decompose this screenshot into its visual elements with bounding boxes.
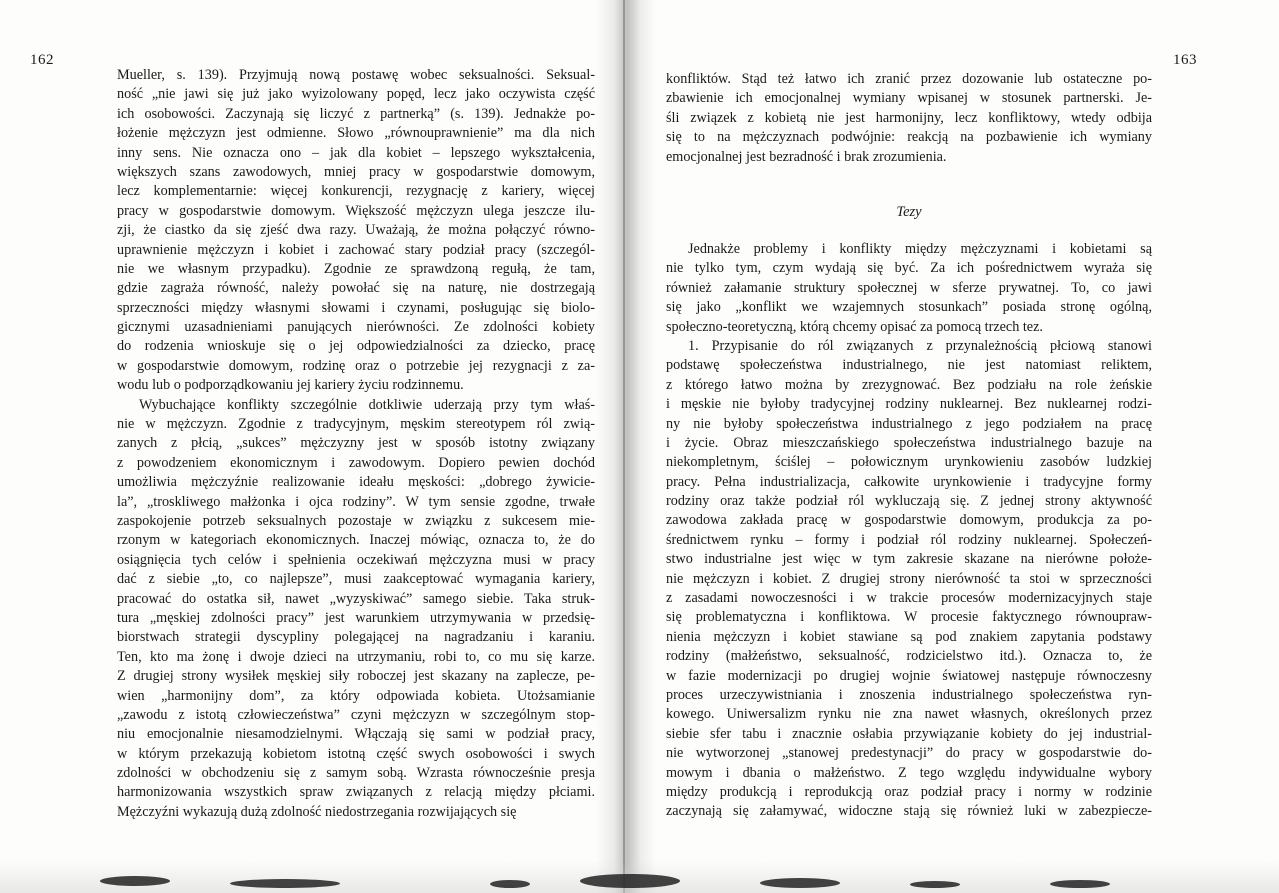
- text-line: również załamanie struktury społecznej w sferze prywatnej. To, co jawi: [666, 279, 1152, 296]
- text-line: wodu lub o podporządkowaniu jej kariery życiu rodzinnemu.: [117, 377, 464, 394]
- page-number-left: 162: [30, 52, 54, 68]
- text-line: zdolności w obchodzeniu się z samym sobą. Wzrasta równocześnie presja: [117, 765, 595, 782]
- text-line: dać z siebie „to, co najlepsze”, musi zaakceptować wymagania kariery,: [117, 571, 595, 588]
- text-line: lecz komplementarnie: więcej konkurencji, rezygnację z kariery, więcej: [117, 183, 595, 200]
- text-line: rodziny oraz także podział ról wykluczają się. Z jednej strony aktywność: [666, 493, 1152, 510]
- book-gutter: [596, 0, 656, 893]
- text-line: stwo industrialne jest więc w tym zakresie skazane na nierówne położe-: [666, 551, 1152, 568]
- text-line: proces urzeczywistniania i znoszenia industrialnego społeczeństwa ryn-: [666, 686, 1152, 703]
- right-page-text-bottom: [666, 240, 1152, 822]
- text-line: i życie. Obraz mieszczańskiego społeczeństwa industrialnego bazuje na: [666, 434, 1152, 451]
- text-line: łożenie mężczyzn jest odmienne. Słowo „równouprawnienie” ma dla nich: [117, 125, 595, 142]
- text-line: emocjonalnej jest bezradność i brak zrozumienia.: [666, 148, 947, 165]
- text-line: gdzie zagraża równość, należy powołać się na naturę, nie dostrzegają: [117, 280, 595, 297]
- text-line: podstawę społeczeństwa industrialnego, nie jest natomiast reliktem,: [666, 357, 1152, 374]
- text-line: Jednakże problemy i konflikty między mężczyznami i kobietami są: [688, 241, 1152, 257]
- text-line: biorstwach strategii dyscypliny polegającej na nagradzaniu i karaniu.: [117, 629, 595, 646]
- text-line: się to na mężczyznach podwójnie: reakcją na pozbawienie ich wymiany: [666, 129, 1152, 146]
- text-line: „zawodu z istotą człowieczeństwa” czyni mężczyzn w szczególnym stop-: [117, 706, 595, 723]
- text-line: kowego. Uniwersalizm rynku nie zna nawet własnych, określonych przez: [666, 706, 1152, 723]
- text-line: pracy. Pełna industrializacja, całkowite urynkowienie i tradycyjne formy: [666, 473, 1152, 490]
- text-line: nie mężczyzn i kobiet. Z drugiej strony nierówność ta stoi w sprzeczności: [666, 570, 1152, 587]
- text-line: Mężczyźni wykazują dużą zdolność niedostrzegania rozwijających się: [117, 803, 517, 820]
- text-line: Mueller, s. 139). Przyjmują nową postawę wobec seksualności. Seksual-: [117, 67, 595, 83]
- text-line: ny nie byłoby społeczeństwa industrialnego z jego podziałem na pracę: [666, 415, 1152, 432]
- section-heading: Tezy: [896, 204, 922, 220]
- text-line: do rodzenia wnioskuje się o jej odpowiedzialności za dziecko, pracę: [117, 338, 595, 355]
- text-line: ich osobowości. Zaczynają się liczyć z partnerką” (s. 139). Jednakże po-: [117, 105, 595, 122]
- text-line: nie w mężczyzn. Zgodnie z tradycyjnym, męskim stereotypem ról zwią-: [117, 416, 595, 433]
- text-line: umożliwia mężczyźnie realizowanie ideału męskości: „dobrego żywicie-: [117, 474, 595, 491]
- text-line: uprawnienie mężczyzn i kobiet i zachować stary podział pracy (szczegól-: [117, 241, 595, 258]
- text-line: gicznymi uzasadnieniami panujących nierówności. Ze zdolności kobiety: [117, 319, 595, 336]
- text-line: z zasadami nowoczesności i w trakcie procesów modernizacyjnych staje: [666, 590, 1152, 607]
- text-line: la”, „troskliwego małżonka i ojca rodziny”. W tym sensie zgodne, trwałe: [117, 493, 595, 510]
- text-line: zbawienie ich emocjonalnej wymiany wpisanej w stosunek partnerski. Je-: [666, 90, 1152, 107]
- text-line: zaczynają się załamywać, widoczne stają się również luki w zabezpiecze-: [666, 803, 1152, 820]
- text-line: konfliktów. Stąd też łatwo ich zranić przez dozowanie lub ostateczne po-: [666, 71, 1152, 87]
- text-line: większych szans zawodowych, mniej pracy w gospodarstwie domowym,: [117, 163, 595, 180]
- text-line: rodziny (małżeństwo, seksualność, rodzicielstwo itd.). Oznacza to, że: [666, 648, 1152, 665]
- text-line: z powodzeniem ekonomicznym i zawodowym. Dopiero pewien dochód: [117, 454, 595, 471]
- text-line: w gospodarstwie domowym, rodzinę oraz o potrzebie jej rezygnacji z za-: [117, 357, 595, 374]
- text-line: mowym i dbania o małżeństwo. Z tego względu indywidualne wybory: [666, 764, 1152, 781]
- text-line: sprzeczności między własnymi słowami i czynami, posługując się biolo-: [117, 299, 595, 316]
- text-line: w którym przekazują kobietom istotną część swych osobowości i swych: [117, 745, 595, 762]
- text-line: średnictwem rynku – formy i podział ról rodziny nuklearnej. Społeczeń-: [666, 531, 1152, 548]
- text-line: się jako „konflikt we wzajemnych stosunkach” posiada stronę ogólną,: [666, 299, 1152, 316]
- text-line: zanych z płcią, „sukces” mężczyzny jest w sposób istotny związany: [117, 435, 595, 452]
- text-line: ność „nie jawi się już jako wyizolowany popęd, lecz jako oczywista część: [117, 86, 595, 103]
- text-line: społeczno-teoretyczną, którą chcemy opisać za pomocą trzech tez.: [666, 318, 1043, 335]
- text-line: nienia mężczyzn i kobiet stawiane są pod znakiem zapytania podstawy: [666, 628, 1152, 645]
- text-line: nie tylko tym, czym wydają się być. Za ich pośrednictwem wyraża się: [666, 260, 1152, 277]
- right-page-text-top: [666, 70, 1152, 167]
- text-line: zawodowa zakłada pracę w gospodarstwie domowym, produkcja za po-: [666, 512, 1152, 529]
- text-line: Z drugiej strony wysiłek męskiej siły roboczej jest skazany na zaplecze, pe-: [117, 668, 595, 685]
- text-line: Ten, kto ma żonę i dwoje dzieci na utrzymaniu, robi to, co mu się karze.: [117, 648, 595, 665]
- scan-blotch: [1050, 880, 1110, 888]
- text-line: nie wytworzonej „stanowej predestynacji” do pracy w gospodarstwie do-: [666, 745, 1152, 762]
- text-line: w fazie modernizacji po drugiej wojnie światowej następuje równoczesny: [666, 667, 1152, 684]
- book-spine-line: [623, 0, 625, 893]
- text-line: niekompletnym, ściślej – połowicznym urynkowieniu zasobów ludzkiej: [666, 454, 1152, 471]
- scan-blotch: [760, 878, 840, 888]
- left-page-text: [117, 66, 595, 822]
- text-line: harmonizowania wszystkich spraw związanych z relacją między płciami.: [117, 784, 595, 801]
- text-line: nie we własnym przypadku). Zgodnie ze sprawdzoną regułą, że tam,: [117, 260, 595, 277]
- scan-blotch: [910, 881, 960, 888]
- scan-blotch: [490, 880, 530, 888]
- scan-blotch: [230, 879, 340, 888]
- page-number-right: 163: [1173, 52, 1197, 68]
- text-line: zaspokojenie potrzeb seksualnych pozostaje w związku z sukcesem mie-: [117, 512, 595, 529]
- text-line: siebie sfer tabu i znacznie osłabia przywiązanie kobiety do jej industrial-: [666, 725, 1152, 742]
- text-line: pracy w gospodarstwie domowym. Większość mężczyzn ulega jeszcze ilu-: [117, 202, 595, 219]
- text-line: Wybuchające konflikty szczególnie dotkliwie uderzają przy tym właś-: [139, 396, 595, 413]
- text-line: między produkcją i reprodukcją oraz podział pracy i normy w rodzinie: [666, 783, 1152, 800]
- text-line: zji, że ciastko da się zjeść dwa razy. Uważają, że można połączyć równo-: [117, 222, 595, 239]
- text-line: rzonym w kategoriach ekonomicznych. Inaczej mówiąc, oznacza to, że do: [117, 532, 595, 549]
- text-line: się problematyczna i konfliktowa. W procesie faktycznego równoupraw-: [666, 609, 1152, 626]
- text-line: niu emocjonalnie niesamodzielnymi. Włączają się sami w podział pracy,: [117, 726, 595, 743]
- text-line: z którego łatwo można by zrezygnować. Bez podziału na role żeńskie: [666, 376, 1152, 393]
- text-line: osiągnięcia tych celów i spełnienia oczekiwań mężczyzna musi w pracy: [117, 551, 595, 568]
- text-line: 1. Przypisanie do ról związanych z przynależnością płciową stanowi: [688, 337, 1152, 354]
- scan-blotch: [580, 874, 680, 888]
- text-line: śli związek z kobietą nie jest harmonijny, lecz konfliktowy, wtedy odbija: [666, 109, 1152, 126]
- text-line: wien „harmonijny dom”, za który odpowiada kobieta. Utożsamianie: [117, 687, 595, 704]
- text-line: tura „męskiej zdolności pracy” jest warunkiem utrzymywania w przedsię-: [117, 609, 595, 626]
- text-line: pracować do ostatka sił, nawet „wyzyskiwać” samego siebie. Taka struk-: [117, 590, 595, 607]
- text-line: inny sens. Nie oznacza ono – jak dla kobiet – lepszego wykształcenia,: [117, 144, 595, 161]
- scan-blotch: [100, 876, 170, 886]
- text-line: i męskie nie byłoby tradycyjnej rodziny nuklearnej. Bez nuklearnej rodzi-: [666, 396, 1152, 413]
